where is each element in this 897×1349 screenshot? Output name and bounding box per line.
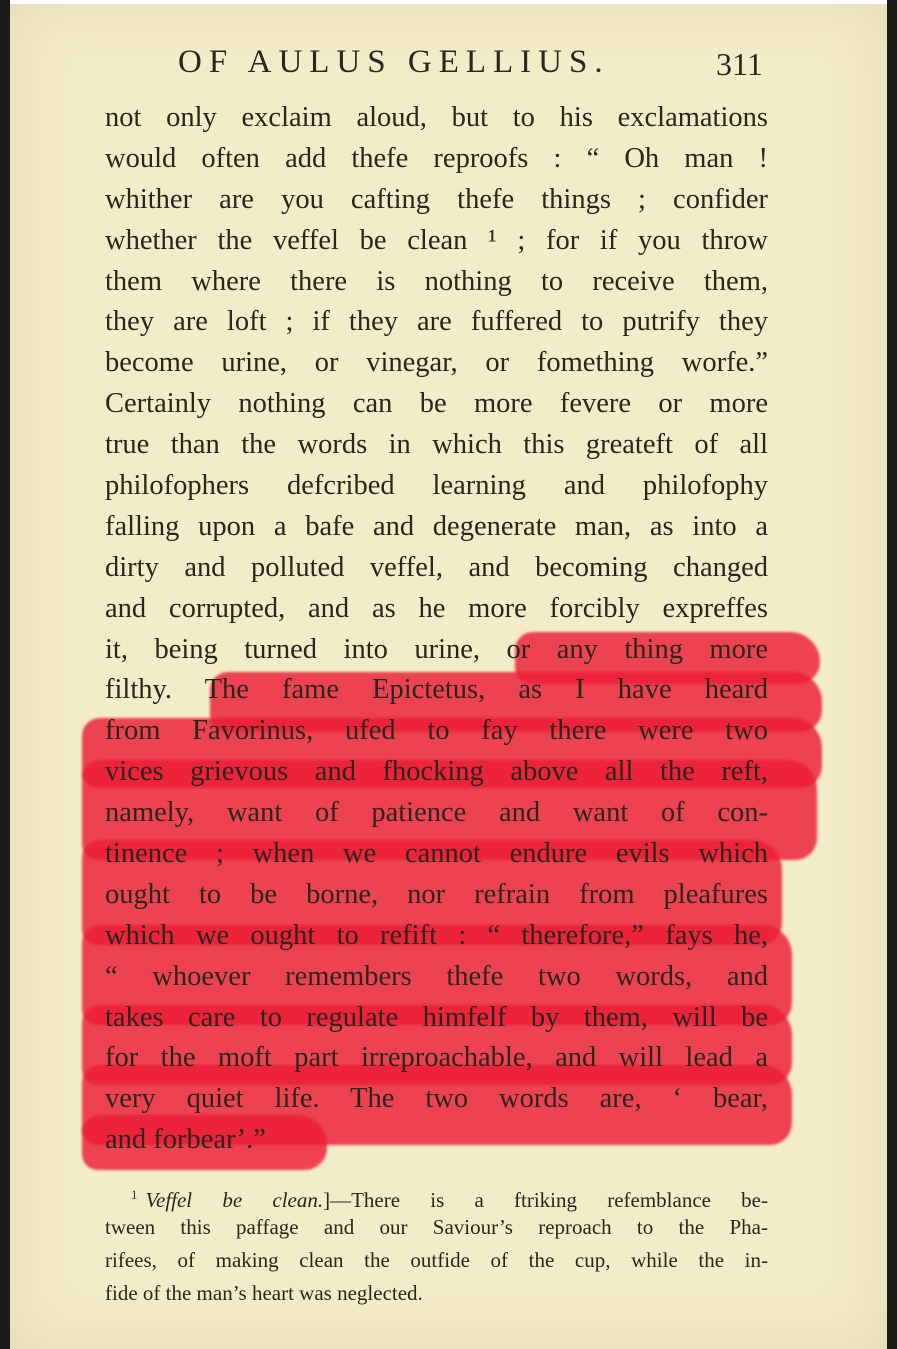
text-line: namely, want of patience and want of con- — [105, 797, 768, 829]
text-line: which we ought to refift : “ therefore,” fays he, — [105, 919, 768, 951]
text-line: true than the words in which this greateft of all — [105, 429, 768, 461]
text-line: philofophers defcribed learning and philofophy — [105, 470, 768, 502]
text-line: and corrupted, and as he more forcibly expreffes — [105, 592, 768, 624]
text-line: ought to be borne, nor refrain from pleafures — [105, 878, 768, 910]
text-line: falling upon a bafe and degenerate man, as into a — [105, 510, 768, 542]
text-line: become urine, or vinegar, or fomething worfe.” — [105, 347, 768, 379]
text-line: from Favorinus, ufed to fay there were two — [105, 715, 768, 747]
footnote — [105, 1178, 768, 1310]
text-line: “ whoever remembers thefe two words, and — [105, 960, 768, 992]
footnote-line: fide of the man’s heart was neglected. — [105, 1281, 423, 1305]
footnote-text: ]—There is a ftriking refemblance be- — [323, 1188, 768, 1212]
footnote-reference: Veffel be clean. — [145, 1188, 324, 1212]
book-page — [10, 0, 887, 1349]
text-line: not only exclaim aloud, but to his exclamations — [105, 102, 768, 133]
page-number: 311 — [716, 46, 763, 82]
text-line: it, being turned into urine, or any thing more — [105, 633, 768, 665]
body-text — [105, 98, 768, 1161]
running-title: OF AULUS GELLIUS. — [178, 44, 610, 80]
text-line: and forbear’.” — [105, 1124, 266, 1156]
text-line: very quiet life. The two words are, ‘ bear, — [105, 1083, 768, 1115]
text-line: them where there is nothing to receive them, — [105, 265, 768, 297]
text-line: takes care to regulate himfelf by them, will be — [105, 1001, 768, 1033]
text-line: vices grievous and fhocking above all the reft, — [105, 756, 768, 788]
text-line: for the moft part irreproachable, and will lead a — [105, 1042, 768, 1074]
text-line: dirty and polluted veffel, and becoming changed — [105, 551, 768, 583]
text-line: would often add thefe reproofs : “ Oh man ! — [105, 142, 768, 174]
running-head — [178, 44, 778, 94]
footnote-marker: 1 — [131, 1187, 138, 1202]
text-line: whether the veffel be clean ¹ ; for if you throw — [105, 224, 768, 256]
text-line: Certainly nothing can be more fevere or more — [105, 388, 768, 420]
text-line: whither are you cafting thefe things ; confider — [105, 183, 768, 215]
text-line: filthy. The fame Epictetus, as I have heard — [105, 674, 768, 706]
footnote-line — [105, 1178, 768, 1211]
page-top-edge — [10, 0, 887, 4]
footnote-line: rifees, of making clean the outfide of the cup, while the in- — [105, 1248, 768, 1272]
footnote-line: tween this paffage and our Saviour’s reproach to the Pha- — [105, 1215, 768, 1239]
text-line: tinence ; when we cannot endure evils which — [105, 838, 768, 870]
text-line: they are loft ; if they are fuffered to putrify they — [105, 306, 768, 338]
